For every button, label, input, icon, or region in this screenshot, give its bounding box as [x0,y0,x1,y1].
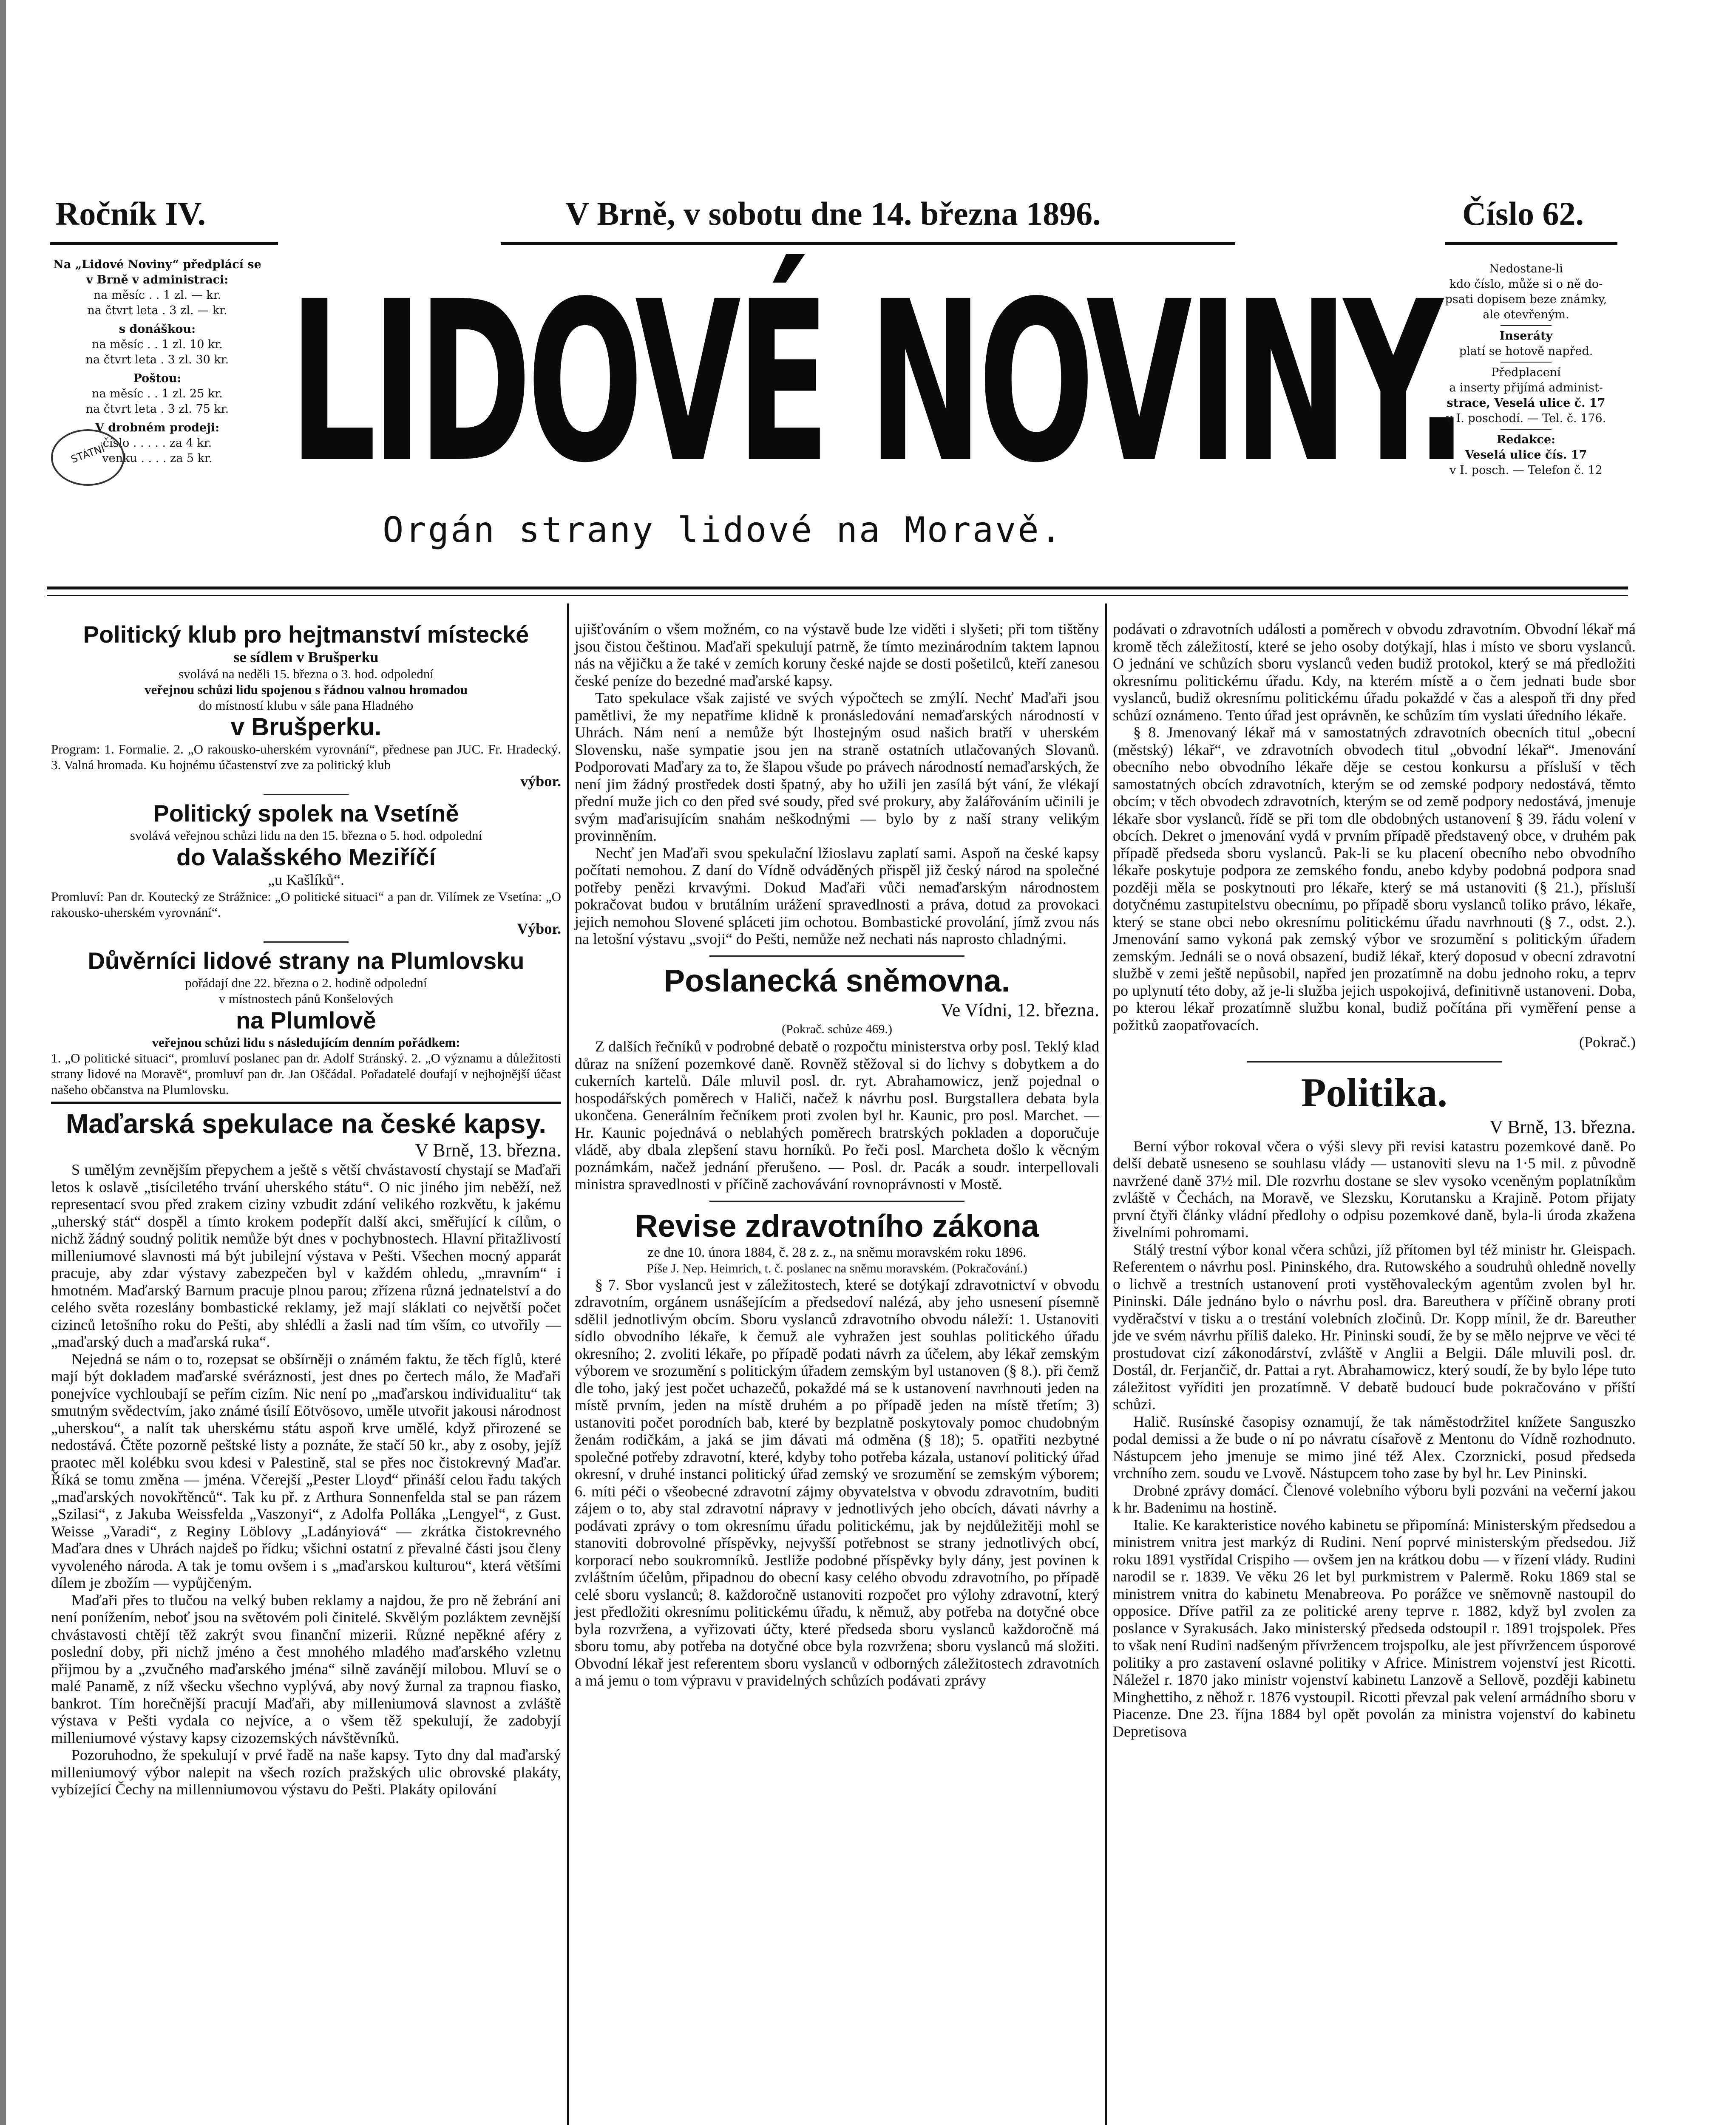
masthead-title: LIDOVÉ NOVINY. [289,254,1463,511]
post-line: na měsíc . . 1 zl. 25 kr. [92,387,223,400]
notice-line: ale otevřeným. [1483,308,1569,321]
snemovna-body [575,1038,1099,1193]
column-separator [1105,604,1107,2125]
klub-program: Program: 1. Formalie. 2. „O rakousko-uherském vyrovnání“, přednese pan JUC. Fr. Hradecký. 3. Valná hromada. Ku hojnému účastenství zve za politický klub [51,741,561,772]
paragraph: Berní výbor rokoval včera o výši slevy při revisi katastru pozemkové daně. Po delší debatě usneseno se souhlasu vlády — ustanoviti slevu na 1·5 mil. z původně navržené daně 37½ mil. Dle rozvrhu dostane se slev vysoko vceněným poplatníkům zvláště v Čechách, na Moravě, ve Slezsku, Korutansku a Krajině. Potom přijaty první čtyři články vládní předlohy o odpisu pozemkové daně, byla-li úroda zkažena živelními pohromami. [1113,1137,1636,1241]
klub-line: veřejnou schůzi lidu spojenou s řádnou valnou hromadou [145,682,468,697]
klub-subheading: se sídlem v Brušperku [233,649,379,666]
column-3 [1113,620,1636,1740]
admin-line: na měsíc . . 1 zl. — kr. [93,289,221,302]
column-2 [575,620,1099,1689]
duvernici-heading: Důvěrníci lidové strany na Plumlovsku [88,947,525,974]
klub-signature: výbor. [520,772,561,790]
revise-author: Píše J. Nep. Heimrich, t. č. poslanec na sněmu moravském. (Pokračování.) [647,1261,1027,1275]
header-rule-right [1445,242,1617,245]
stamp-text: STÁTNÍ [69,442,106,466]
column-separator [567,604,569,2125]
paragraph: Italie. Ke karakteristice nového kabinetu se připomíná: Ministerským předsedou a ministrem vnitra jest markýz di Rudini. Není poprvé ministerským předsedou. Již roku 1891 vystřídal Crispiho — ovšem jen na krátkou dobu — v řízení vlády. Rudini narodil se r. 1839. Ve věku 26 let byl purkmistrem v Palermě. Roku 1869 stal se ministrem vnitra do kabinetu Menabreova. Po porážce ve sněmovně nastoupil do opposice. Dříve patřil za ze politické areny teprve r. 1882, když byl zvolen za poslance v Syrakusách. Jako ministerský předseda odstoupil r. 1891 trojspolek. Přes to však není Rudini nadšeným přívržencem trojspolku, ale jest přívržencem úsporové politiky a pro zastavení oslavné politiky v Africe. Ministrem vojenství jest Ricotti. Náležel r. 1870 jako ministr vojenství kabinetu Lanzově a Sellově, později kabinetu Minghettiho, z něhož r. 1876 vystoupil. Ricotti převzal pak velení armádního sboru v Piacenze. Dne 23. října 1884 byl opět povolán za ministra vojenství do kabinetu Depretisova [1113,1516,1636,1740]
paragraph: Nechť jen Maďaři svou spekulační lžioslavu zaplatí sami. Aspoň na české kapsy počítati nemohou. Z daní do Vídně odváděných přispěl již český národ na společné potřeby penězi krvavými. Dokud Maďaři vůči nemaďarským národnostem pokračovat budou v brutálním urážení spravedlnosti a práva, dotud za provokaci jejich nemohou Slovené spláceti jim ochotou. Bombastické provolání, jímž zvou nás na letošní výstavu „svoji“ do Pešti, nemůže než nechati nás naprosto chladnými. [575,844,1099,947]
volume-label: Ročník IV. [55,195,206,232]
paragraph: Nejedná se nám o to, rozepsat se obšírněji o známém faktu, že těch fíglů, které mají být dokladem maďarské svéráznosti, jest dnes po čertech málo, že Maďaři ponejvíce vychloubají se peřím cizím. Nic není po „maďarskou individualitu“ tak smutným svědectvím, jako známé úsilí Eötvösovo, uměle utvořit jakousi národnost „uherskou“, a nalít tak uherskému státu aspoň krve umělé, když přirozené se nedostává. Čtěte pozorně peštské listy a poznáte, že stačí 50 kr., aby z osoby, jejíž praotec měl kolébku svou kdesi v Palestině, stal se přes noc čistokrevný Maďar. Říká se tomu změna — jména. Včerejší „Pester Lloyd“ přináší celou řadu takých „maďarských novokřtěnců“. Tak ku př. z Arthura Sonnenfelda stal se pan rázem „Szilasi“, z Jakuba Weissfelda „Vaszonyi“, z Adolfa Polláka „Lengyel“, z Gust. Weisse „Varadi“, z Reginy Löblovy „Ladányiová“ — zkrátka čistokrevného Maďara dnes v Uhrách najdeš po řídku; všichni ostatní z převalné části jsou členy vyvoleného národa. A tak je tomu ovšem i s „maďarskou kulturou“, která většími dílem je zbožím — vypůjčeným. [51,1350,561,1591]
revise-heading: Revise zdravotního zákona [635,1208,1039,1244]
notice-divider [1501,362,1552,363]
revise-body [575,1276,1099,1689]
paragraph: Stálý trestní výbor konal včera schůzi, jíž přítomen byl též ministr hr. Gleispach. Referentem o návrhu posl. Pininského, dra. Rutowského a soudruhů ohledně novelly o lichvě a trestních ustanovení proti vystěhovaleckým agentům zvolen byl hr. Pininski. Dále jednáno bylo o návrhu posl. dra. Bareuthera v příčině obrany proti vyděračství v tisku a o trestání volebních zločinů. Dr. Kopp mínil, že dr. Bareuther jde ve svém návrhu příliš daleko. Hr. Pininski soudí, že by se mělo nejprve ve věci té prostudovat cizí zákonodárství, zvláště v Anglii a Belgii. Dále mluvili posl. dr. Dostál, dr. Ferjančič, dr. Pattai a ryt. Abrahamowicz, který soudí, že by bylo lépe tuto záležitost vyříditi jen prozatímně. V debatě budoucí bude pokračováno v příští schůzi. [1113,1241,1636,1413]
politika-body [1113,1138,1636,1740]
spolek-line: „u Kašlíků“. [268,871,344,888]
paragraph: S umělým zevnějším přepychem a ještě s větší chvástavostí chystají se Maďaři letos k oslavě „tisíciletého trvání uherského státu“. O nic jiného jim neběží, než representací svou před zrakem ciziny vzbudit zdání velikého rozkvětu, k jakému „uherský stát“ dospěl a tímto krokem podepřít další akci, směřující k cílům, o nichž žádný soudný politik nemůže být dnes v pochybnostech. Hlavní přitažlivostí milleniumové slavnosti má být jubilejní výstava v Pešti. Všechen mocný apparát pracuje, aby zdar výstavy zabezpečen byl v každém ohledu, „mravním“ i hmotném. Maďarský Barnum pracuje plnou parou; zřízena různá jednatelství a do celého světa rozeslány bombastické reklamy, jež mají sláklati co největší počet cizinců letošního roku do Pešti, aby shlédli a žasli nad tím vším, co utvořily — „maďarský duch a maďarská ruka“. [51,1161,561,1350]
notice-line: Předplacení [1491,366,1561,379]
section-rule [51,1102,561,1104]
redakce-line: Veselá ulice čís. 17 [1465,448,1587,462]
page-edge [0,0,6,2125]
column-1 [51,620,561,1798]
notice-line: kdo číslo, může si o ně do- [1449,278,1603,291]
politika-heading: Politika. [1301,1069,1447,1115]
klub-heading: Politický klub pro hejtmanství místecké [83,621,529,648]
masthead-rule-thick [47,586,1628,589]
admin-heading: v Brně v administraci: [86,273,229,286]
revise-continued [1113,620,1636,1034]
politika-place: V Brně, 13. března. [1489,1116,1636,1137]
paragraph: podávati o zdravotních události a poměrech v obvodu zdravotním. Obvodní lékař má kromě těch záležitostí, které se jeho osoby dotýkají, hlas i místo ve sboru vyslanců. O jednání ve schůzích sboru vyslanců veden budiž protokol, který se má předložiti okresnímu politickému úřadu. Kdy, na kterém místě a o čem jednati bude sbor vyslanců, budiž okresnímu politickému úřadu pokaždé v čas a alespoň tři dny před schůzí oznámeno. Tento úřad jest oprávněn, ke schůzím tím vyslati úředního lékaře. [1113,620,1636,724]
klub-line: svolává na neděli 15. března o 3. hod. odpolední [178,666,434,681]
duvernici-line: veřejnou schůzi lidu s následujícím denním pořádkem: [152,1035,460,1050]
revise-signature: (Pokrač.) [1579,1034,1636,1051]
post-heading: Poštou: [133,372,182,385]
inserty-heading: Inseráty [1499,329,1553,343]
library-stamp [51,429,125,486]
klub-place: v Brušperku. [230,713,382,741]
notice-line: psati dopisem beze známky, [1445,293,1607,306]
dateline: V Brně, v sobotu dne 14. března 1896. [565,195,1101,232]
notice-line: a inserty přijímá administ- [1449,381,1603,394]
spolek-signature: Výbor. [517,920,561,937]
admin-line: na čtvrt leta . 3 zl. — kr. [87,304,227,317]
snemovna-place: Ve Vídni, 12. března. [940,999,1099,1020]
spekulace-place: V Brně, 13. března. [415,1140,561,1161]
redakce-line: v I. posch. — Telefon č. 12 [1450,464,1603,477]
snemovna-sub: (Pokrač. schůze 469.) [782,1022,892,1036]
inserty-text: platí se hotově napřed. [1459,345,1593,358]
paragraph: Pozoruhodno, že spekulují v prvé řadě na naše kapsy. Tyto dny dal maďarský milleniumový výbor nalepit na všech rozích pražských ulic obrovské plakáty, vybízející Čechy na millenniumovou výstavu do Pešti. Plakáty opilování [51,1746,561,1798]
delivery-line: na čtvrt leta . 3 zl. 30 kr. [85,353,229,366]
notice-line: Nedostane-li [1489,262,1563,275]
section-rule [709,1201,964,1202]
section-rule [1247,1061,1502,1062]
klub-line: do místností klubu v sále pana Hladného [199,697,414,713]
paragraph: § 8. Jmenovaný lékař má v samostatných zdravotních obecních titul „obecní (městský) lékař“, ve zdravotních obvodech titul „obvodní lékař“. Jmenování obecního nebo obvodního lékaře děje se cestou konkursu a přísluší v těch samostatných obcích zdravotních, kterým se od zemské podpory nedostává, těmto obcím; v těch obvodech zdravotních, kterým se od země podpory nedostává, jmenuje lékaře sbor vyslanců. řídě se při tom dle obdobných ustanovení § 39. řádu volení v obcích. Dekret o jmenování vydá v prvním případě představený obce, v druhém pak případě předseda sboru vyslanců. Pak-li se ku placení obecního nebo obvodního lékaře poskytuje podpora ze zemského fondu, anebo kdyby podobná podpora snad později měla se poskytnouti pro lékaře, který se má ustanoviti (§ 21.), přísluší dotyčnému zastupitelstvu obecnímu, po případě sboru vyslanců toliko právo, lékaře, který se stane obci nebo okresnímu politickému úřadu navrhnouti (§ 7., odst. 2.). Jmenování samo vykoná pak zemský výbor ve srozumění s politickým úřadem zemským. Jednáli se o nová obsazení, budiž lékař, který doposud v obecní zdravotní službě v zemi ještě nepůsobil, napřed jen prozatímně na dobu jednoho roku, a teprv po uplynutí této doby, až je-li služba jejich uspokojivá, definitivně ustanoveni. Doba, po kterou lékař prozatímně službu konal, budiž počítána při vyměření pense a požitků zaopatřovacích. [1113,724,1636,1034]
issue-number: Číslo 62. [1462,195,1584,232]
paragraph: Halič. Rusínské časopisy oznamují, že tak náměstodržitel knížete Sanguszko podal demissi a že bude o ní po návratu císařově z Mentonu do Vídně rozhodnuto. Nástupcem jeho jmenuje se mimo jiné též Alex. Czorznicki, posud předseda vrchního zem. soudu ve Lvově. Nástupcem toho zase by byl hr. Lev Pininski. [1113,1413,1636,1482]
spekulace-heading: Maďarská spekulace na české kapsy. [66,1108,546,1139]
spolek-heading: Politický spolek na Vsetíně [153,800,459,827]
duvernici-place: na Plumlově [236,1007,376,1034]
masthead-subtitle: Orgán strany lidové na Moravě. [383,510,1064,550]
masthead-rule-thin [47,595,1628,596]
spekulace-continued [575,620,1099,948]
duvernici-program: 1. „O politické situaci“, promluví poslanec pan dr. Adolf Stránský. 2. „O významu a důležitosti strany lidové na Moravě“, promluví pan dr. Jan Oščádal. Pořadatelé doufají v nejhojnější účast našeho občanstva na Plumlovsku. [51,1051,561,1097]
delivery-line: na měsíc . . 1 zl. 10 kr. [92,338,223,351]
revise-subheading: ze dne 10. února 1884, č. 28 z. z., na sněmu moravském roku 1896. [647,1244,1027,1260]
spolek-line: svolává veřejnou schůzi lidu na den 15. března o 5. hod. odpolední [130,828,482,843]
spolek-place: do Valašského Meziříčí [176,844,436,870]
retail-line: venku . . . . za 5 kr. [102,452,213,465]
notice-divider [264,794,349,795]
post-line: na čtvrt leta . 3 zl. 75 kr. [85,402,229,416]
paragraph: § 7. Sbor vyslanců jest v záležitostech, které se dotýkají zdravotnictví v obvodu zdravotním, orgánem usnášejícím a předsedoví nalézá, aby jeho usnesení písemně sdělil jednotlivým obcím. Sboru vyslanců zdravotního obvodu náleží: 1. Ustanoviti sídlo obvodního lékaře, k čemuž ale vyhražen jest souhlas politického úřadu okresního; 2. zvoliti lékaře, po případě podati návrh za účelem, aby lékař zemským výborem ve srozumění s politickým úřadem zemským byl ustanoven (§ 8.). při čemž dle toho, jaký jest počet uchazečů, pokaždé má se k ustanovení navrhnouti jeden na místě prvním, jeden na místě druhém a po případě jeden na místě třetím; 3) ustanoviti počet porodních bab, které by bezplatně poskytovaly pomoc chudobným ženám rodičkám, a jaká se jim dávati má odměna (§ 18); 5. opatřiti nezbytné společné potřeby zdravotní, které, kdyby toho potřeba kázala, ustanoví politický úřad okresní, v druhé instanci politický úřad zemský ve srozumění se zemským výborem; 6. míti péči o všeobecné zdravotní zájmy obyvatelstva v obvodu zdravotním, buditi zájem o to, aby stal zdravotní nápravy v jednotlivých jeho obcích, dávati návrhy a podávati zprávy o tom okresnímu úřadu politickému, jak by nejdůležitěji mohl se stanoviti dobrovolné příspěvky, nejvyšší potřebnost se strany jednotlivých obcí, korporací nebo soukromníků. Jestliže podobné příspěvky byly dány, jest povinen k zvláštním účelům, připadnou do obecní kasy celého obvodu zdravotního, po případě celé sboru vyslanců; 8. každoročně ustanoviti rozpočet pro výlohy zdravotní, který jest předložiti okresnímu politickému úřadu, k němuž, aby potřeba na dotyčné obce byla rozvržena, a vyřizovati účty, které předseda sboru vyslanců každoročně má sboru tomu, aby potřeba na dotyčné obce byla rozvržena; sboru vyslanců má složiti. Obvodní lékař jest referentem sboru vyslanců v odborných záležitostech zdravotních a má jemu o tom výpravu v pravidelných schůzích podávati zprávy [575,1276,1099,1689]
retail-heading: V drobném prodeji: [95,421,220,434]
paragraph: Tato spekulace však zajisté ve svých výpočtech se zmýlí. Nechť Maďaři jsou pamětlivi, že my nepatříme klidně k pronásledování nemaďarských národností v Uhrách. Nám není a nemůže být lhostejným osud našich bratří v uherském Slovensku, naše sympatie jsou jen na straně ostatních utlačovaných Slovanů. Podporovati Maďary za to, že šlapou všude po právech národností nemaďarských, že není jim žádný prostředek dosti špatný, aby ho užili jen zasílá být vání, že vlékají přední muže jich co den před své soudy, před své prokury, aby žalářováním učinili je svým maďarisujícím snahám neškodnými — bylo by z naší strany velikým provinněním. [575,689,1099,844]
subscription-heading: Na „Lidové Noviny“ předplácí se [53,258,261,271]
retail-line: číslo . . . . . za 4 kr. [102,436,212,450]
delivery-heading: s donáškou: [119,323,196,336]
paragraph: Drobné zprávy domácí. Členové volebního výboru byli pozváni na večerní jakou k hr. Badenimu na hostině. [1113,1482,1636,1516]
redakce-heading: Redakce: [1496,433,1556,446]
spolek-program: Promluví: Pan dr. Koutecký ze Strážnice: „O politické situaci“ a pan dr. Vilímek ze Vsetína: „O rakousko-uherském vyrovnání“. [51,889,561,920]
spekulace-body [51,1161,561,1798]
paragraph: Maďaři přes to tlučou na velký buben reklamy a najdou, že pro ně žebrání ani není ponížením, neboť jsou na světovém poli činitelé. Skvělým pozláktem zevnější chvástavosti chtějí těž zakrýt svou finanční mizerii. Různé nepěkné aféry z poslední doby, při nichž jméno a čest mnohého mladého maďarského vzletnu přijmou by a „zvučného maďarského jména“ silně zavánějí milobou. Mluví se o malé Panamě, z níž všecku všechno vyplývá, aby nový žurnal za trapnou fiasko, bankrot. Tím horečnější pracují Maďaři, aby milleniumová slavnost a zvláště výstava v Pešti vydala co nejvíce, a o všem těž spekulují, že zadobyjí milleniumové výstavy kapsy cizozemských návštěvníků. [51,1591,561,1746]
header-rule-left [50,242,278,245]
duvernici-line: v místnostech pánů Konšelových [218,991,394,1006]
paragraph: Z dalších řečníků v podrobné debatě o rozpočtu ministerstva orby posl. Teklý klad důraz na snížení pozemkové daně. Rovněž stěžoval si do lichvy s dobytkem a do cukerních kartelů. Dále mluvil posl. dr. ryt. Abrahamowicz, jenž pojednal o hospodářských poměrech v Haliči, načež k návrhu posl. Burgstallera debata byla ukončena. Generálním řečníkem proti zvolen byl hr. Kaunic, pro posl. Marchet. — Hr. Kaunic pojednává o neblahých poměrech bratrských pokladen a doporučuje vládě, aby dbala zlepšení stavu horníků. Po řeči posl. Marcheta došlo k věcným poznámkám, načež jednání přerušeno. — Posl. dr. Pacák a soudr. interpellovali ministra spravedlnosti v příčině zachovávání rovnoprávnosti v Mostě. [575,1038,1099,1193]
notice-divider [264,941,349,943]
paragraph: ujišťováním o všem možném, co na výstavě bude lze viděti i slyšeti; při tom tištěny jsou čistou češtinou. Maďaři spekulují patrně, že tímto mezinárodním taktem lapnou nás na vějičku a že také v zemích koruny české najde se dosti pošetilců, kteří zanesou české peníze do bezedné maďarské kapsy. [575,620,1099,689]
notices-box [1407,261,1645,478]
duvernici-line: pořádají dne 22. března o 2. hodině odpolední [185,975,427,990]
snemovna-heading: Poslanecká sněmovna. [664,963,1010,998]
section-rule [709,955,964,957]
notice-line: v I. poschodí. — Tel. č. 176. [1446,412,1606,425]
header-rule-center [501,242,1235,245]
notice-divider [1501,429,1552,430]
notice-divider [1501,325,1552,326]
notice-line: strace, Veselá ulice č. 17 [1447,397,1606,410]
